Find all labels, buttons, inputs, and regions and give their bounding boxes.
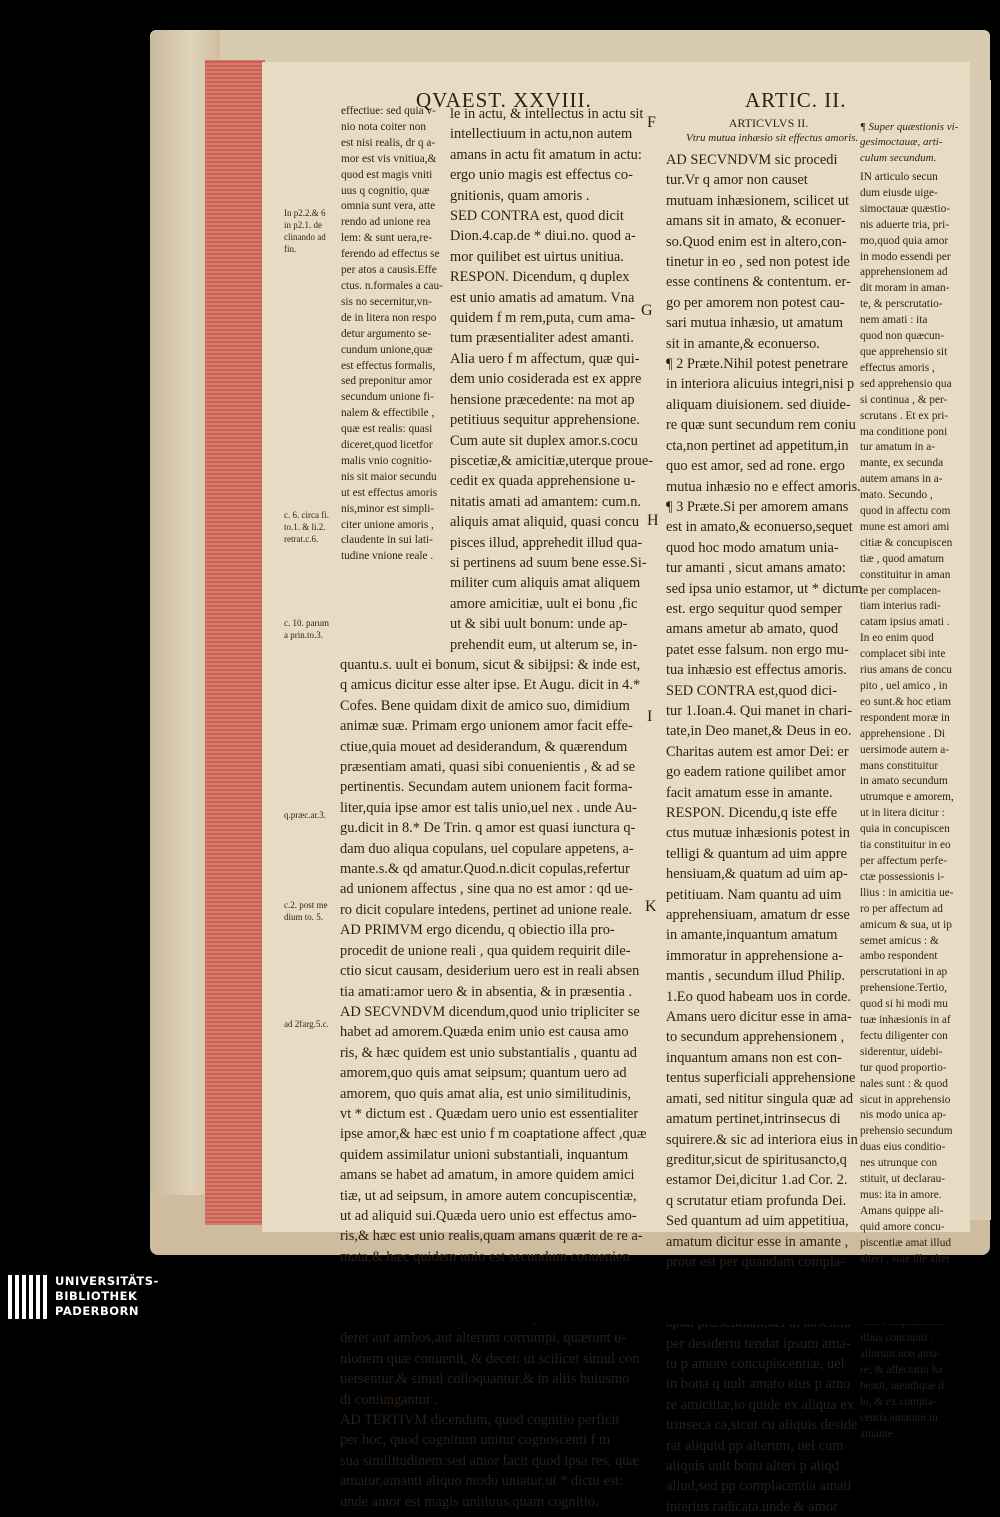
text-line: te per complacen-	[860, 584, 941, 597]
text-line: ctiue,quia mouet ad desiderandum, & quærendum	[340, 738, 628, 755]
text-line: mutuam inhæsionem, scilicet ut	[666, 192, 850, 209]
text-line: omnia sunt vera, atte	[341, 200, 436, 213]
text-line: in bona q uult amato eius p amo	[666, 1376, 851, 1393]
text-line: amatur,amanti aliquo modo uniatur,ut * dictu est:	[340, 1473, 624, 1490]
text-line: nis sit maior secundu	[341, 470, 437, 483]
library-logo-text: UNIVERSITÄTS- BIBLIOTHEK PADERBORN	[55, 1274, 159, 1318]
text-line: so.Quod enim est in altero,con-	[666, 233, 847, 250]
text-line: telligi & quantum ad uim appre	[666, 845, 848, 862]
text-line: prehensione.Tertio,	[860, 982, 948, 995]
text-line: bendi, utendique il	[860, 1379, 945, 1392]
text-line: vt * dictum est . Quædam uero unio est essentialiter	[340, 1105, 639, 1122]
margin-letter: G	[641, 302, 653, 319]
text-line: AD TERTIVM dicendum, quod cognitio perficit	[340, 1412, 620, 1429]
text-line: tia constituitur in eo	[860, 839, 951, 852]
text-line: uersentur,& simul colloquantur,& in aliis huiusmo	[340, 1371, 630, 1388]
text-line: tentus superficiali apprehensione	[666, 1070, 856, 1087]
text-line: sua similitudinem:sed amor facit quod ipsa res, quæ	[340, 1452, 639, 1469]
text-line: cedit ex quada apprehensione u-	[450, 473, 636, 490]
text-line: per atos a causis.Effe	[341, 264, 437, 277]
text-line: Alia uero f m affectum, quæ qui-	[450, 350, 640, 367]
text-line: cundum unione,quæ	[341, 343, 433, 356]
text-line: 1.Eo quod habeam uos in corde.	[666, 988, 852, 1005]
text-line: ¶ 2 Præte.Nihil potest penetrare	[666, 356, 848, 373]
text-line: go eadem ratione quilibet amor	[666, 764, 846, 781]
red-page-edges	[205, 60, 265, 1225]
text-line: culum secundum.	[860, 151, 937, 164]
text-line: nes utrunque con	[860, 1157, 938, 1170]
text-line: tur 1.Ioan.4. Qui manet in chari-	[666, 702, 853, 719]
text-line: petitiuam. Nam quantu ad uim	[666, 886, 842, 903]
text-line: per desideriu tendat ipsum ama-	[666, 1335, 851, 1352]
text-line: amati, sed nititur singula quæ ad	[666, 1090, 854, 1107]
text-line: respondent moræ in	[860, 711, 950, 724]
text-line: In eo enim quod	[860, 632, 934, 645]
text-line: si continua , & per-	[860, 393, 948, 406]
text-line: esse continens & contentum. er-	[666, 274, 851, 291]
text-line: in interiora alicuius integri,nisi p	[666, 376, 855, 393]
text-line: in modo essendi per	[860, 250, 951, 263]
text-line: Amans quippe ali-	[860, 1204, 944, 1217]
marginal-note: c. 10. parum a prin.to.3.	[284, 618, 329, 640]
text-line: pertinentis. Secundam autem unionem facit forma-	[340, 779, 633, 796]
marginal-note: c. 6. circa fi. to.1. & li.2. retrat.c.6.	[284, 510, 329, 544]
text-line: tu p amore concupiscentiæ, uel	[666, 1355, 845, 1372]
text-line: amans sit in amato, & econuer-	[666, 213, 846, 230]
text-line: ut & sibi uult bonum: unde ap-	[450, 616, 628, 633]
text-line: ctæ possessionis i-	[860, 870, 945, 883]
text-line: in amato secundum	[860, 775, 948, 788]
text-line: ipse amor,& hæc est unio f m coaptatione affect ,quæ	[340, 1126, 647, 1143]
running-head-left: QVAEST. XXVIII.	[416, 88, 592, 112]
text-line: te, & perscrutatio-	[860, 298, 943, 311]
text-line: Cum aute sit duplex amor.s.cocu	[450, 432, 638, 449]
text-line: gnitionis, quam amoris .	[450, 187, 590, 204]
text-line: greditur,sicut de spiritusancto,q	[666, 1151, 847, 1168]
text-line: piscetiæ,& amicitiæ,uterque proue-	[450, 452, 654, 469]
text-line: tur amatum in a-	[860, 441, 935, 454]
text-line: squirere.& sic ad interiora eius in	[666, 1131, 858, 1148]
text-line: in amante,inquantum amatum	[666, 927, 838, 944]
text-line: IN articulo secun	[860, 171, 938, 183]
text-line: tinetur in eo , sed non potest ide	[666, 254, 850, 271]
text-line: præsentiam amati, quasi sibi conuenientis , & ad se	[340, 759, 635, 776]
text-line: AD PRIMVM ergo dicendu, q obiectio illa pro-	[340, 922, 615, 939]
text-line: unde amor est magis unitiuus,quam cognitio.	[340, 1493, 599, 1510]
text-line: SED CONTRA est,quod dici-	[666, 682, 838, 699]
text-line: tiam interius radi-	[860, 600, 941, 613]
text-line: hensione præcedente: na mot ap	[450, 391, 635, 408]
text-line: sis no secernitur,vn-	[341, 295, 432, 308]
text-column-upper	[450, 104, 654, 655]
text-line: facit amatum esse in amante.	[666, 784, 833, 801]
text-line: tudine vnione reale .	[341, 550, 434, 563]
text-line: RESPON. Dicendum, q duplex	[450, 269, 630, 286]
text-line: Charitas autem est amor Dei: er	[666, 743, 849, 760]
text-line: est. ergo sequitur quod semper	[666, 600, 842, 617]
text-line: SED CONTRA est, quod dicit	[450, 208, 624, 225]
text-line: quod hoc modo amatum unia-	[666, 539, 839, 556]
text-line: lem: & sunt uera,re-	[341, 232, 432, 245]
text-line: intellectiuum in actu,non autem	[450, 126, 633, 143]
text-line: de in litera non respo	[341, 311, 437, 324]
text-line: dum eiusde uige-	[860, 186, 938, 199]
text-line: aliquis amat aliquid, quasi concu	[450, 514, 640, 531]
text-line: ctus mutuæ inhæsionis potest in	[666, 825, 850, 842]
text-line: q scrutatur etiam profunda Dei.	[666, 1192, 847, 1209]
text-line: mato. Secundo ,	[860, 489, 933, 502]
text-line: patet esse falsum. non ergo mu-	[666, 641, 849, 658]
text-line: amore amicitiæ, uult ei bonu ,fic	[450, 595, 638, 612]
text-line: sit in amante,& econuerso.	[666, 335, 820, 352]
text-line: perscrutationi in ap	[860, 966, 948, 979]
text-line: per affectum perfe-	[860, 854, 947, 867]
text-line: interius radicata.unde & amor	[666, 1498, 838, 1515]
text-line: ergo unio magis est effectus co-	[450, 167, 633, 184]
text-line: effectiue: sed quia v-	[341, 105, 436, 117]
text-line: ctio sicut causam, desiderium uero est in reali absen	[340, 963, 640, 980]
text-line: sed ipsa unio estamor, ut * dictum	[666, 580, 863, 597]
text-line: siderentur, uidebi-	[860, 1045, 943, 1058]
text-line: ro dicit copulare intedens, pertinet ad unione reale.	[340, 901, 633, 918]
text-line: le in actu, & intellectus in actu sit	[450, 106, 644, 122]
text-line: nitatis amati ad amantem: cum.n.	[450, 493, 642, 510]
text-line: re amicitiæ,io quide ex aliqua ex	[666, 1396, 854, 1413]
text-line: quantu.s. uult ei bonum, sicut & sibijpsi: & inde est,	[340, 657, 641, 673]
text-line: duas eius conditio-	[860, 1141, 946, 1154]
text-line: mor quilibet est uirtus unitiua.	[450, 248, 624, 265]
text-line: aliorum non ama-	[860, 1348, 941, 1361]
text-line: amatum pertinet,intrinsecus di	[666, 1111, 841, 1128]
text-line: ma conditione poni	[860, 425, 948, 438]
text-line: pito , uel amico , in	[860, 680, 948, 692]
commentary-column-right	[860, 170, 958, 1443]
text-line: ris, & hæc quidem est unio substantialis , quantu ad	[340, 1044, 637, 1061]
text-line: immoratur in apprehensione a-	[666, 947, 844, 964]
text-line: alteri , siue ille alter	[860, 1252, 951, 1265]
text-line: illius concupiti ,	[860, 1332, 934, 1345]
text-line: dit moram in aman-	[860, 282, 950, 295]
text-line: eo sunt.& hoc etiam	[860, 695, 951, 708]
text-line: complacet sibi inte	[860, 648, 946, 661]
text-line: mune est amori ami	[860, 520, 950, 533]
text-line: deret aut ambos,aut alterum corrumpi, quærunt u-	[340, 1330, 627, 1347]
text-line: mantis , secundum illud Philip.	[666, 968, 846, 985]
text-line: sed apprehensio qua	[860, 377, 952, 390]
text-line: animæ suæ. Primam ergo unionem amor facit effe-	[340, 718, 633, 735]
text-line: aliquis uult bonu alteri p aliqd	[666, 1458, 840, 1474]
text-line: mor est vis vnitiua,&	[341, 152, 437, 165]
text-line: llius : in amicitia ue-	[860, 886, 954, 899]
text-line: est effectus formalis,	[341, 359, 436, 372]
marginal-note: q.præc.ar.3.	[284, 810, 326, 820]
text-line: quod non quæcun-	[860, 330, 945, 343]
text-line: amorem,quo quis amat seipsum; quantum uero ad	[340, 1065, 627, 1082]
margin-letter: F	[647, 114, 656, 131]
text-line: centia amatum in	[860, 1411, 938, 1424]
text-line: que apprehensio sit	[860, 345, 948, 358]
text-line: rius amans de concu	[860, 664, 952, 677]
text-line: habet ad amorem.Quæda enim unio est causa amo	[340, 1024, 629, 1041]
text-line: go per amorem non potest cau-	[666, 294, 845, 311]
text-line: prehensio secundum	[860, 1125, 953, 1138]
text-line: amorem, quo quis amat alia, est unio similitudinis,	[340, 1085, 631, 1102]
text-line: apprehensiuam, amatum dr esse	[666, 907, 850, 924]
text-line: gu.dicit in 8.* De Trin. q amor est quasi iunctura q-	[340, 820, 636, 837]
text-line: scrutans . Et ex pri-	[860, 409, 949, 422]
text-line: inquantum amans non est con-	[666, 1049, 842, 1066]
text-line: hensiuam,& quatum ad uim ap-	[666, 866, 848, 883]
text-line: di coniungantur .	[340, 1391, 438, 1408]
text-line: aliud,sed pp complacentia amati	[666, 1478, 852, 1495]
text-line: simoctauæ quæstio-	[860, 202, 951, 215]
text-line: procedit de unione reali , qua quidem requirit dile-	[340, 942, 631, 959]
text-line: apprehensionem ad	[860, 266, 948, 279]
text-line: nionem quæ conuenit, & decet: ut scilicet simul con	[340, 1350, 640, 1367]
text-line: quod in affectu com	[860, 505, 951, 518]
text-line: liter,quia ipse amor est talis unio,uel nex . unde Au-	[340, 799, 637, 816]
text-line: petitiuus sequitur apprehensione.	[450, 412, 640, 429]
text-line: quo est amor, sed ad rone. ergo	[666, 458, 845, 475]
text-line: quæ est realis: quasi	[341, 423, 433, 436]
text-line: uersimode autem a-	[860, 743, 950, 756]
text-line: mante, ex secunda	[860, 457, 944, 470]
text-line: tiæ , quod amatum	[860, 552, 945, 565]
text-line: cta,non pertinet ad appetitum,in	[666, 437, 849, 454]
text-line: quia in concupiscen	[860, 823, 950, 836]
text-line: effectus amoris ,	[860, 361, 935, 374]
text-line: nem amati : ita	[860, 314, 928, 327]
text-line: aliquam diuisionem. sed diuide-	[666, 396, 851, 413]
text-line: lo, & ex compla-	[860, 1395, 937, 1408]
text-line: citiæ & concupiscen	[860, 536, 953, 549]
text-line: dem unio cosiderada est ex appre	[450, 371, 642, 388]
text-line: tate,in Deo manet,& Deus in eo.	[666, 723, 852, 740]
text-line: amante.	[860, 1427, 896, 1440]
text-line: sicut in apprehensio	[860, 1093, 951, 1106]
text-line: detur argumento se-	[341, 327, 432, 340]
text-line: sed preponitur amor	[341, 375, 432, 388]
text-line: est unio amatis ad amatum. Vna	[450, 289, 635, 306]
text-line: prehendit eum, ut alterum se, in-	[450, 636, 638, 653]
text-line: est nisi realis, dr q a-	[341, 136, 436, 149]
text-line: quod si hi modi mu	[860, 998, 948, 1011]
text-line: ¶ 3 Præte.Si per amorem amans	[666, 498, 849, 515]
text-line: apprehensione . Di	[860, 727, 946, 740]
text-line: tua inhæsio est effectus amoris.	[666, 662, 847, 679]
text-line: claudente in sui lati-	[341, 534, 433, 547]
text-line: tur amanti , sicut amans amato:	[666, 560, 846, 577]
text-line: ambo respondent	[860, 950, 938, 963]
text-column-lower	[340, 655, 647, 1512]
text-line: dam duo aliqua copulans, uel copulare appetens, a-	[340, 840, 634, 857]
text-line: tia amati:amor uero & in absentia, & in præsentia .	[340, 983, 633, 1000]
text-line: fectu diligenter con	[860, 1029, 948, 1042]
text-line: quidem f m rem,puta, cum ama-	[450, 310, 636, 327]
text-line: Cofes. Bene quidam dixit de amico suo, dimidium	[340, 697, 630, 714]
text-line: amicum & sua, ut ip	[860, 918, 952, 931]
text-line: quid amore concu-	[860, 1220, 945, 1233]
text-line: gesimoctauæ, arti-	[860, 136, 943, 149]
text-line: prout est per quandam compla-	[666, 1253, 846, 1270]
text-line: amans se habet ad amatum, in amore quidem amici	[340, 1167, 635, 1184]
margin-letter: H	[647, 512, 659, 529]
article-title: ARTICVLVS II. Vtru mutua inhæsio sit effectus amoris.	[686, 116, 859, 145]
text-line: ut ad aliquid sui.Quæda uero unio est effectus amo-	[340, 1207, 637, 1224]
text-line: ctus. n.formales a cau-	[341, 279, 443, 292]
text-line: secundum unione fi-	[341, 391, 434, 404]
text-line: si pertinens ad suum bene esse.Si-	[450, 554, 647, 571]
text-line: uus q cognitio, quæ	[341, 184, 430, 197]
text-line: citer unione amoris ,	[341, 518, 434, 531]
text-line: mata,& hæc quidem unio est secundum conuenien	[340, 1248, 630, 1265]
library-logo-mark	[8, 1275, 50, 1319]
commentary-column	[341, 104, 443, 565]
text-line: mus: ita in amore.	[860, 1189, 942, 1201]
text-line: ris,& hæc est unio realis,quam amans quærit de re a-	[340, 1228, 643, 1245]
marginal-note: c.2. post me dium to. 5.	[284, 900, 328, 922]
margin-letter: K	[645, 898, 657, 915]
text-line: pisces illud, apprehedit illud qua-	[450, 534, 643, 551]
text-line: amans in actu fit amatum in actu:	[450, 146, 642, 163]
text-line: sari mutua inhæsio, ut amatum	[666, 315, 844, 332]
text-line: tuæ inhæsionis in af	[860, 1014, 951, 1027]
text-line: re quæ sunt secundum rem coniu	[666, 417, 856, 434]
text-line: to secundum apprehensionem ,	[666, 1029, 845, 1046]
marginal-note: In p2.2.& 6 in p2.1. de clinando ad fin.	[284, 208, 326, 254]
text-line: catam ipsius amati .	[860, 616, 950, 629]
text-line: nis modo unica ap-	[860, 1109, 947, 1122]
text-line: mans constituitur	[860, 759, 939, 772]
text-line: tur.Vr q amor non causet	[666, 172, 808, 189]
text-line: per hoc, quod cognitum unitur cognoscenti f m	[340, 1432, 611, 1449]
text-line: autem amans in a-	[860, 473, 943, 486]
commentary-heading	[860, 120, 959, 166]
text-line: semet amicus : &	[860, 934, 939, 947]
text-line: malis vnio cognitio-	[341, 454, 432, 467]
text-line: mo,quod quia amor	[860, 234, 949, 247]
text-line: nalem & effectibile ,	[341, 407, 435, 420]
text-line: rat aliquid pp alterum, uel cum	[666, 1437, 844, 1454]
text-line: ut est effectus amoris	[341, 486, 438, 499]
text-line: ¶ Super quæstionis vi-	[860, 121, 959, 133]
text-line: stituit, ut declarau-	[860, 1173, 946, 1186]
running-head-right: ARTIC. II.	[745, 88, 847, 112]
text-line: tum præsentialiter adest amanti.	[450, 330, 634, 347]
text-line: AD SECVNDVM dicendum,quod unio tripliciter se	[340, 1003, 640, 1020]
text-line: ut in litera dicitur :	[860, 807, 945, 820]
text-line: mutua inhæsio no e effect amoris.	[666, 478, 861, 495]
text-line: re; & affectatio ha	[860, 1363, 943, 1376]
text-line: Sed quantum ad uim appetitiua,	[666, 1213, 849, 1230]
text-line: est in amato,& econuerso,sequet	[666, 519, 853, 536]
library-logo	[0, 1270, 1000, 1324]
text-line: piscentiæ amat illud	[860, 1236, 951, 1249]
text-line: quod est magis vniti	[341, 168, 433, 181]
text-line: trinseca ca,sicut cu aliquis deside	[666, 1417, 858, 1434]
text-line: ad unionem affectus , sine qua no est amor : qd ue-	[340, 881, 634, 898]
text-line: nio nota coiter non	[341, 120, 427, 133]
text-line: militer cum aliquis amat aliquem	[450, 575, 641, 592]
text-line: Dion.4.cap.de * diui.no. quod a-	[450, 228, 636, 245]
text-line: estamor Dei,dicitur 1.ad Cor. 2.	[666, 1172, 848, 1189]
text-line: diceret,quod licetfor	[341, 439, 433, 452]
text-line: AD SECVNDVM sic procedi	[666, 152, 838, 168]
text-line: q amicus dicitur esse alter ipse. Et Augu. dicit in 4.*	[340, 677, 641, 694]
text-line: Amans uero dicitur esse in ama-	[666, 1009, 852, 1026]
text-line: quidem assimilatur unioni substantiali, inquantum	[340, 1146, 629, 1163]
margin-letter: I	[647, 708, 653, 725]
text-line: tur quod proportio-	[860, 1061, 947, 1074]
text-line: rendo ad unione rea	[341, 216, 431, 229]
text-line: nis,minor est simpli-	[341, 502, 435, 515]
text-line: ferendo ad effectus se	[341, 248, 440, 261]
text-line: tiæ, ut ad seipsum, in amore autem concupiscentiæ,	[340, 1187, 637, 1204]
marginal-note: ad 2farg.5.c.	[284, 1019, 329, 1029]
text-line: constituitur in aman	[860, 568, 951, 581]
text-line: amans ametur ab amato, quod	[666, 621, 839, 638]
text-line: nis aduerte tria, pri-	[860, 218, 950, 231]
text-line: amatum dicitur esse in amante ,	[666, 1233, 849, 1250]
text-line: nales sunt : & quod	[860, 1077, 948, 1090]
text-line: ro per affectum ad	[860, 902, 943, 915]
text-line: utrumque e amorem,	[860, 791, 954, 804]
text-line: RESPON. Dicendu,q iste effe	[666, 805, 838, 821]
text-line: mante.s.& qd amatur.Quod.n.dicit copulas,refertur	[340, 861, 630, 878]
